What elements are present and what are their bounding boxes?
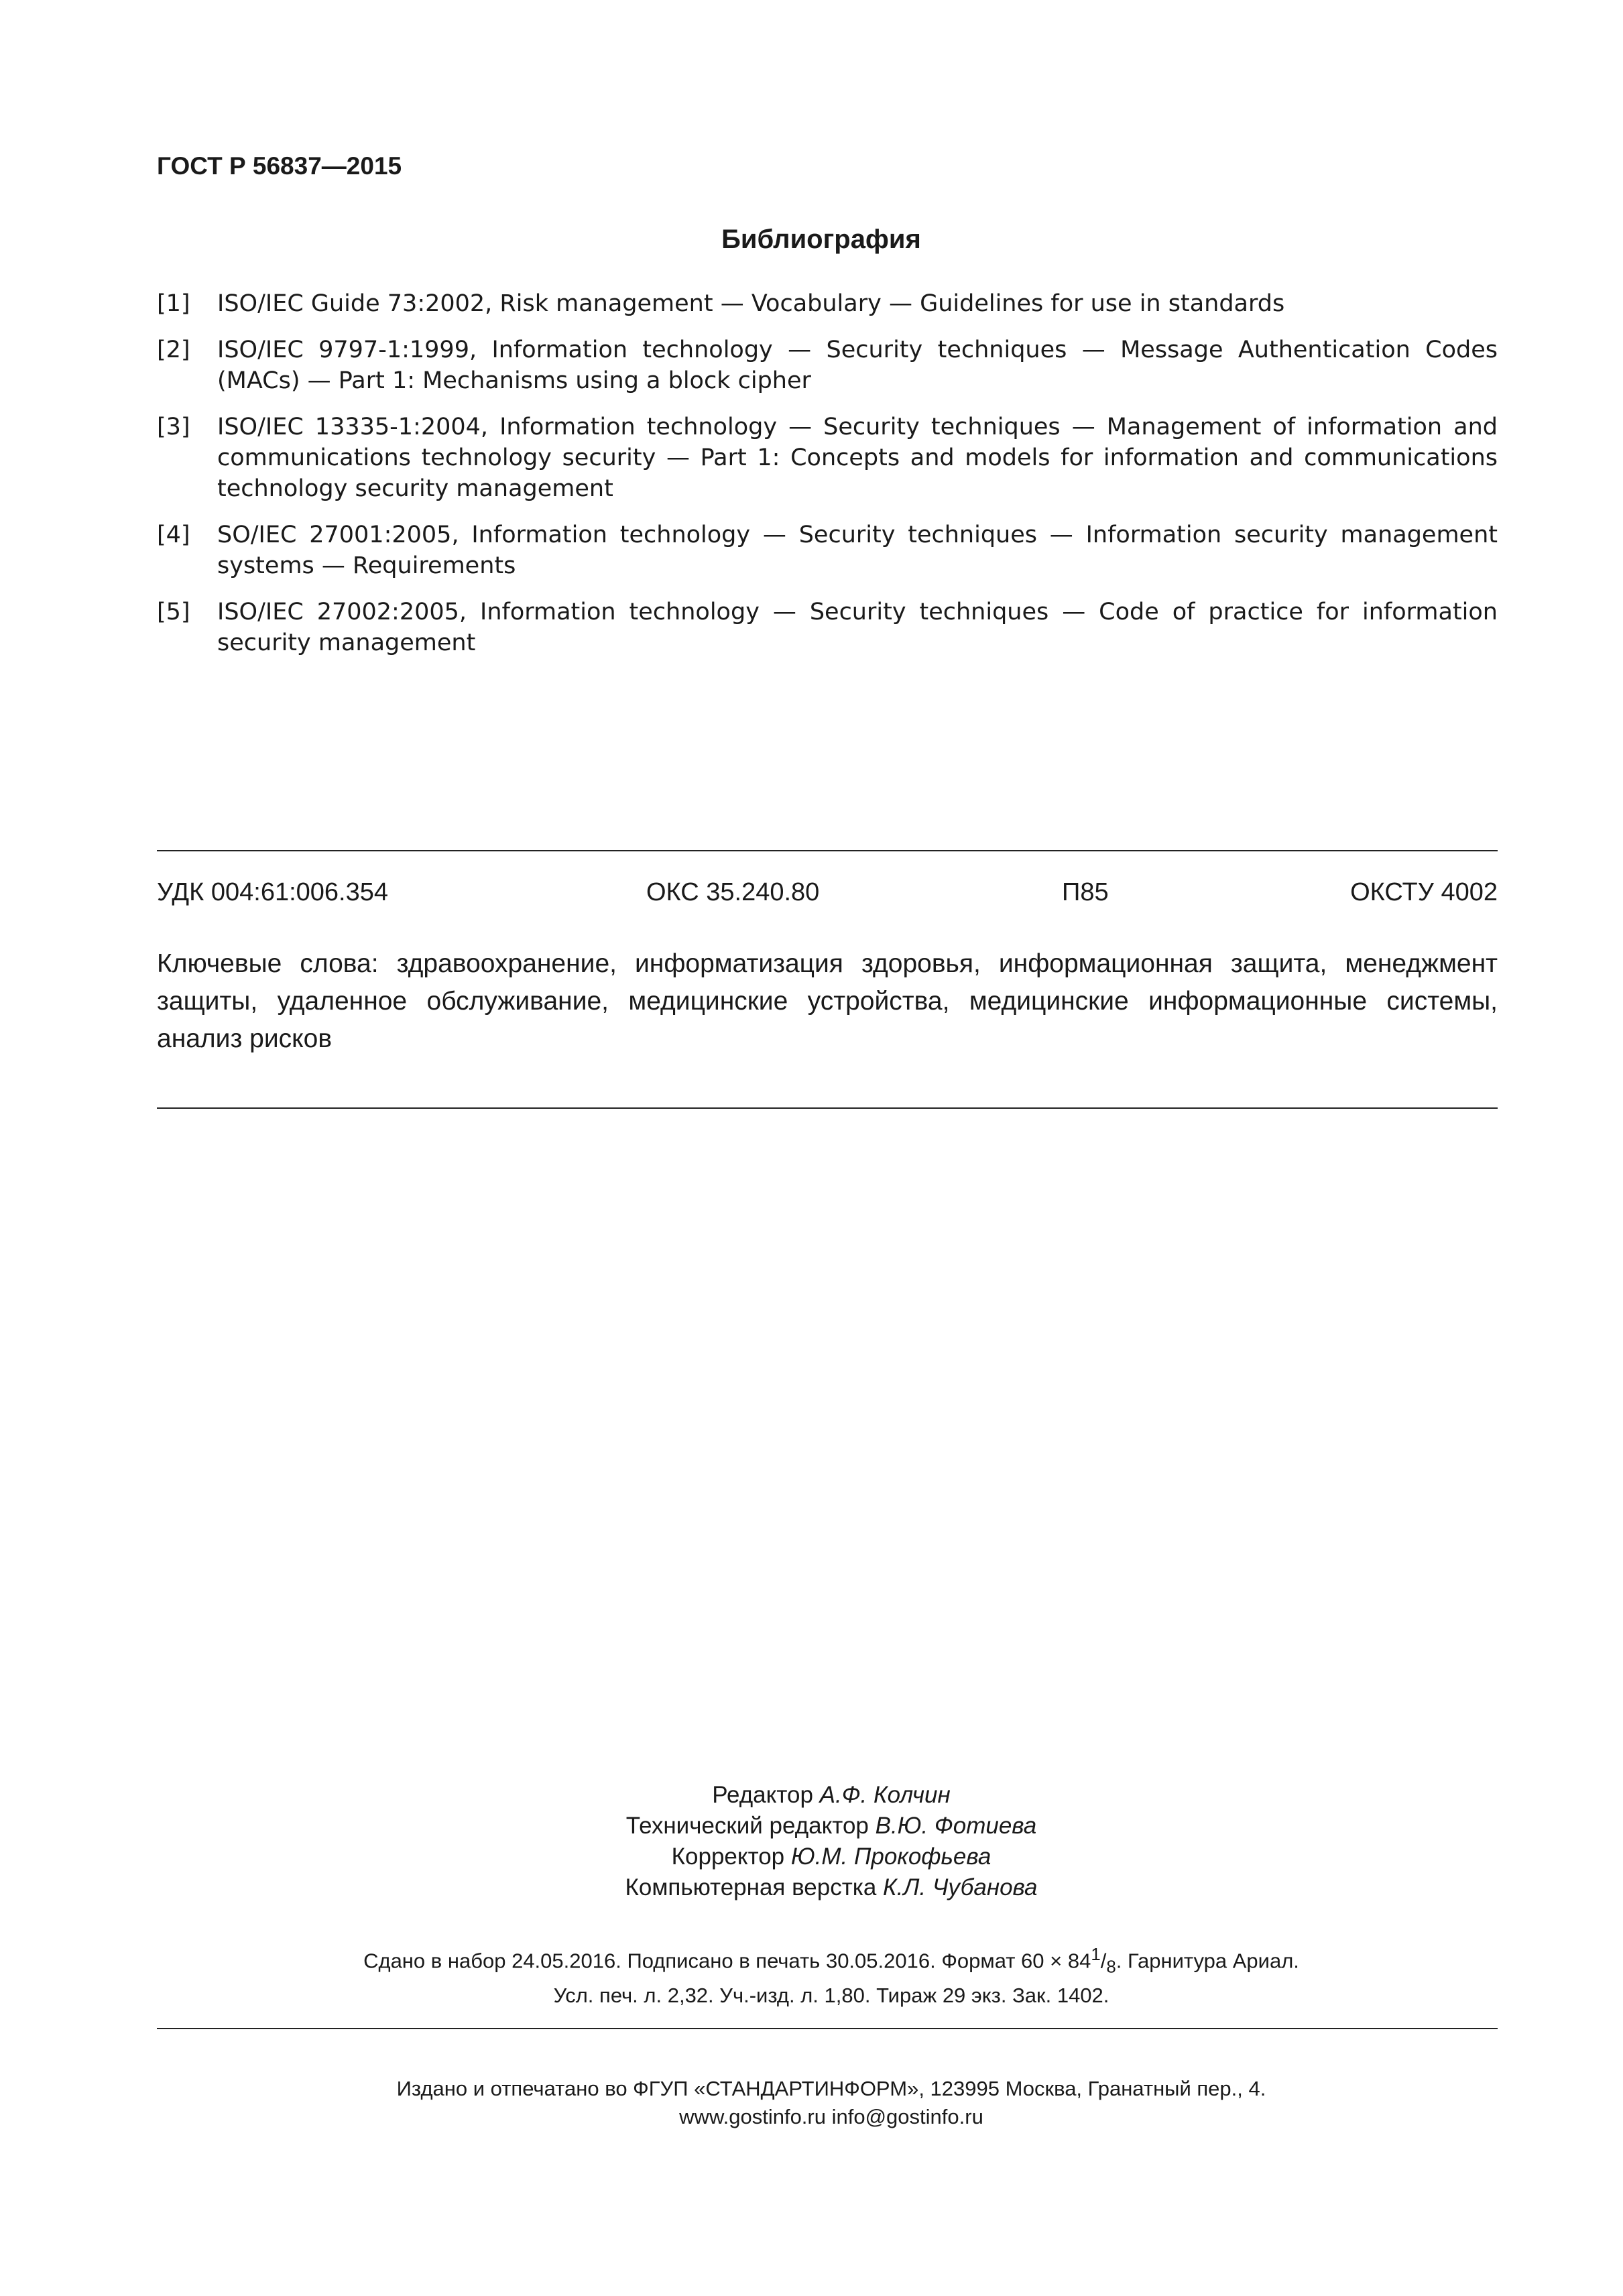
bibliography-item — [157, 520, 1498, 581]
bibliography-title: Библиография — [721, 225, 921, 254]
staff-name: К.Л. Чубанова — [883, 1874, 1038, 1900]
bibliography-item — [157, 288, 1498, 319]
bibliography-item-text: ISO/IEC 13335-1:2004, Information technology — Security techniques — Management of information and communications technology security — Part 1: Concepts and models for information and communications technology security management — [217, 414, 1498, 502]
staff-line — [0, 1841, 1623, 1872]
staff-name: Ю.М. Прокофьева — [790, 1844, 991, 1870]
staff-role: Технический редактор — [625, 1813, 869, 1839]
classifier-row — [157, 878, 1498, 912]
format-fraction-denominator: 8 — [1106, 1957, 1116, 1977]
staff-role: Корректор — [671, 1844, 785, 1870]
staff-name: А.Ф. Колчин — [819, 1782, 951, 1808]
format-fraction-numerator: 1 — [1091, 1945, 1101, 1964]
staff-role: Редактор — [712, 1782, 813, 1808]
bibliography-item-text: ISO/IEC 27002:2005, Information technology — Security techniques — Code of practice for information security management — [217, 599, 1498, 656]
bibliography-list — [157, 288, 1498, 674]
okstu-code: ОКСТУ 4002 — [1350, 878, 1498, 906]
divider-top — [157, 850, 1498, 851]
staff-line — [0, 1872, 1623, 1903]
divider-bottom — [157, 2028, 1498, 2029]
staff-credits — [0, 1780, 1623, 1903]
bibliography-item — [157, 412, 1498, 504]
bibliography-item-number: [1] — [157, 290, 190, 317]
publisher-info — [0, 2075, 1623, 2131]
udk-code: УДК 004:61:006.354 — [157, 878, 389, 906]
bibliography-item — [157, 335, 1498, 396]
publisher-address: Издано и отпечатано во ФГУП «СТАНДАРТИНФОРМ», 123995 Москва, Гранатный пер., 4. — [396, 2077, 1266, 2100]
bibliography-item — [157, 597, 1498, 658]
bibliography-item-number: [5] — [157, 599, 190, 625]
print-info-line: Усл. печ. л. 2,32. Уч.-изд. л. 1,80. Тираж 29 экз. Зак. 1402. — [553, 1983, 1109, 2007]
bibliography-item-number: [2] — [157, 337, 190, 363]
print-info-line: Сдано в набор 24.05.2016. Подписано в печать 30.05.2016. Формат $60 \times 84^1/_8$. Гарнитура Ариал. — [363, 1945, 1299, 1977]
keywords: Ключевые слова: здравоохранение, информатизация здоровья, информационная защита, менеджмент защиты, удаленное обслуживание, медицинские устройства, медицинские информационные системы, анализ рисков — [157, 949, 1498, 1053]
print-info — [0, 1941, 1623, 2010]
bibliography-item-number: [3] — [157, 414, 190, 440]
publisher-contacts: www.gostinfo.ru info@gostinfo.ru — [679, 2105, 983, 2128]
group-code: П85 — [1062, 878, 1109, 906]
print-info-text: Сдано в набор 24.05.2016. Подписано в печать 30.05.2016. Формат 60 × 84 — [363, 1949, 1091, 1973]
staff-line — [0, 1780, 1623, 1811]
divider-middle — [157, 1107, 1498, 1109]
oks-code: ОКС 35.240.80 — [646, 878, 820, 906]
bibliography-item-number: [4] — [157, 522, 190, 548]
print-info-text: . Гарнитура Ариал. — [1116, 1949, 1299, 1973]
doc-code: ГОСТ Р 56837—2015 — [157, 152, 402, 180]
staff-role: Компьютерная верстка — [625, 1874, 877, 1900]
bibliography-item-text: SO/IEC 27001:2005, Information technology — Security techniques — Information security management systems — Requirements — [217, 522, 1498, 579]
staff-name: В.Ю. Фотиева — [875, 1813, 1037, 1839]
bibliography-item-text: ISO/IEC Guide 73:2002, Risk management — Vocabulary — Guidelines for use in standards — [217, 290, 1285, 317]
bibliography-item-text: ISO/IEC 9797-1:1999, Information technology — Security techniques — Message Authentication Codes (MACs) — Part 1: Mechanisms using a block cipher — [217, 337, 1498, 394]
staff-line — [0, 1811, 1623, 1841]
